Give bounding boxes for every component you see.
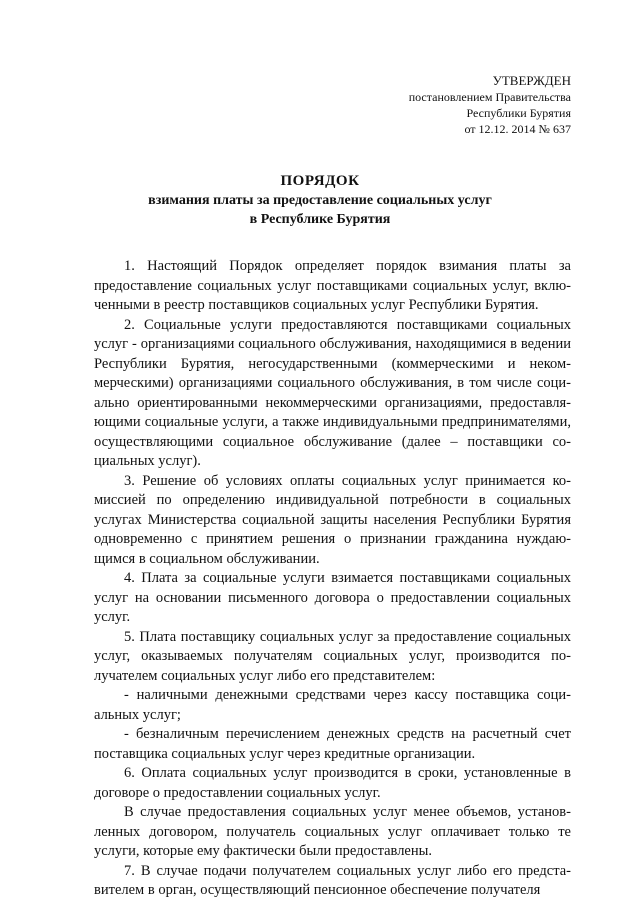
paragraph-1: 1. Настоящий Порядок определяет порядок взимания платы за предоставление социальных услуг поставщиками социальных услуг, включенными в реестр поставщиков социальных услуг Республики Бурятия. [94,258,571,313]
document-subtitle-1: взимания платы за предоставление социальных услуг [148,193,492,208]
approval-line-3: от 12.12. 2014 № 637 [464,122,571,136]
document-subtitle-2: в Республике Бурятия [249,212,391,227]
paragraph-6-note: В случае предоставления социальных услуг менее объемов, установленных договором, получатель социальных услуг оплачивает только те услуги, которые ему фактически были предоставлены. [94,804,571,859]
paragraph-7: 7. В случае подачи получателем социальных услуг либо его представителем в орган, осуществляющий пенсионное обеспечение получателя [94,862,571,898]
paragraph-3: 3. Решение об условиях оплаты социальных услуг принимается комиссией по определению индивидуальной потребности в социальных услугах Министерства социальной защиты населения Республики Бурятия одновременно с принятием решения о признании гражданина нуждающимся в социальном обслуживании. [94,472,571,567]
paragraph-5: 5. Плата поставщику социальных услуг за предоставление социальных услуг, оказываемых получателям социальных услуг, производится получателем социальных услуг либо его представителем: [94,628,571,684]
paragraph-5-item-cash: - наличными денежными средствами через кассу поставщика социальных услуг; [94,687,571,723]
paragraph-2: 2. Социальные услуги предоставляются поставщиками социальных услуг - организациями социального обслуживания, находящимися в ведении Республики Бурятия, негосударственными (коммерческими и некоммерческими) организациями социального обслуживания, в том числе социально ориентированными некоммерческими организациями, предоставляющими социальные услуги, а также индивидуальными предпринимателями, осуществляющими социальное обслуживание (далее – поставщики социальных услуг). [94,316,571,469]
paragraph-5-item-cashless: - безналичным перечислением денежных средств на расчетный счет поставщика социальных услуг через кредитные организации. [94,726,571,762]
approval-stamp [409,73,571,137]
approval-line-1: постановлением Правительства [408,90,571,104]
document-heading [0,172,640,229]
approval-line-2: Республики Бурятия [466,106,571,120]
document-body [94,257,571,901]
paragraph-4: 4. Плата за социальные услуги взимается поставщиками социальных услуг на основании письменного договора о предоставлении социальных услуг. [94,570,571,625]
approval-title: УТВЕРЖДЕН [492,73,571,88]
paragraph-6: 6. Оплата социальных услуг производится в сроки, установленные в договоре о предоставлении социальных услуг. [94,765,571,801]
document-title: ПОРЯДОК [280,173,360,189]
